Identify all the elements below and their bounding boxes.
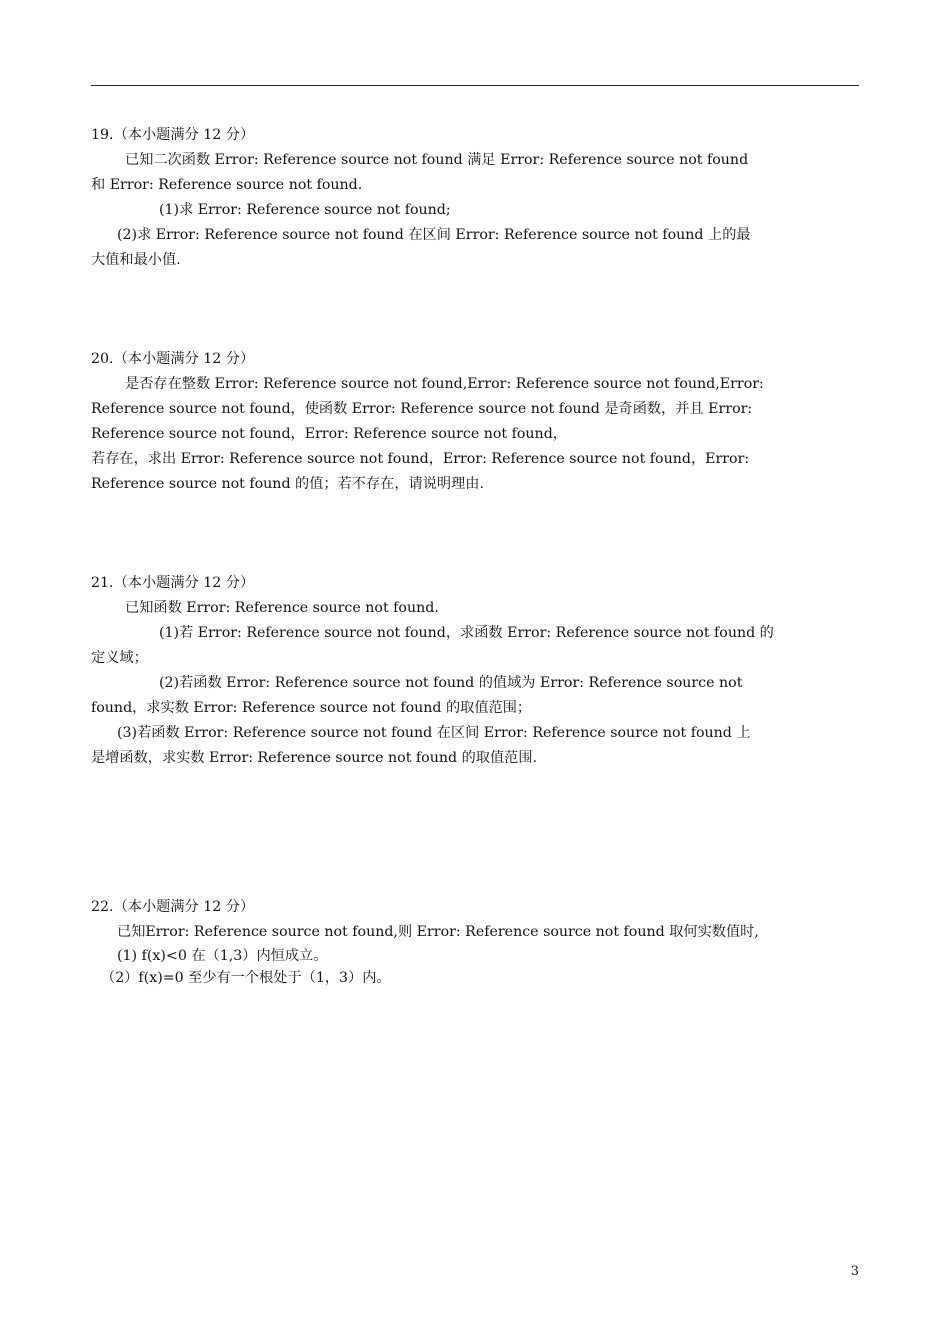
question-text-line: 已知函数 Error: Reference source not found. <box>125 600 439 616</box>
question-20 <box>91 347 861 497</box>
question-text-line: 是增函数，求实数 Error: Reference source not found 的取值范围. <box>91 750 538 766</box>
question-text-line: (3)若函数 Error: Reference source not found 在区间 Error: Reference source not found 上 <box>117 725 751 741</box>
question-19 <box>91 123 861 273</box>
question-21 <box>91 571 861 771</box>
question-heading: 21.（本小题满分 12 分） <box>91 575 255 591</box>
question-text-line: (2)求 Error: Reference source not found 在区间 Error: Reference source not found 上的最 <box>117 227 751 243</box>
question-heading: 22.（本小题满分 12 分） <box>91 899 255 915</box>
question-heading: 20.（本小题满分 12 分） <box>91 351 255 367</box>
question-text-line: 大值和最小值. <box>91 252 181 268</box>
question-text-line: 是否存在整数 Error: Reference source not found,Error: Reference source not found,Error: <box>125 376 764 392</box>
question-text-line: Reference source not found，Error: Reference source not found， <box>91 426 567 442</box>
page-number: 3 <box>850 1264 859 1279</box>
question-22 <box>91 895 861 989</box>
question-text-line: (1) f(x)<0 在（1,3）内恒成立。 <box>117 948 328 964</box>
question-text-line: (2)若函数 Error: Reference source not found 的值域为 Error: Reference source not <box>159 675 743 691</box>
question-text-line: （2）f(x)=0 至少有一个根处于（1，3）内。 <box>101 970 391 986</box>
question-heading: 19.（本小题满分 12 分） <box>91 127 255 143</box>
question-text-line: 已知二次函数 Error: Reference source not found 满足 Error: Reference source not found <box>125 152 749 168</box>
header-rule <box>91 85 859 86</box>
question-text-line: (1)求 Error: Reference source not found; <box>159 202 451 218</box>
question-text-line: found，求实数 Error: Reference source not found 的取值范围； <box>91 700 532 716</box>
question-text-line: 已知Error: Reference source not found,则 Error: Reference source not found 取何实数值时, <box>117 924 759 940</box>
question-text-line: Reference source not found 的值；若不存在，请说明理由. <box>91 476 484 492</box>
question-text-line: 和 Error: Reference source not found. <box>91 177 363 193</box>
question-text-line: Reference source not found，使函数 Error: Reference source not found 是奇函数，并且 Error: <box>91 401 753 417</box>
question-text-line: (1)若 Error: Reference source not found，求函数 Error: Reference source not found 的 <box>159 625 774 641</box>
question-text-line: 定义域； <box>91 650 148 666</box>
question-text-line: 若存在，求出 Error: Reference source not found，Error: Reference source not found，Error: <box>91 451 750 467</box>
